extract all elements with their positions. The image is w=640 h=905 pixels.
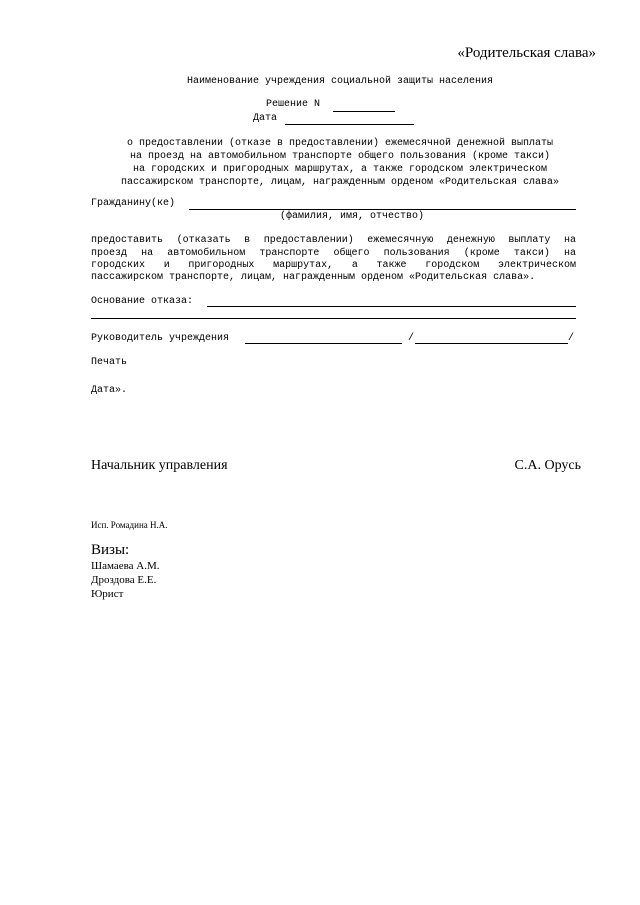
subject-line: на городских и пригородных маршрутах, а также городском электрическом [132,164,548,175]
head-name: С.А. Орусь [514,458,581,473]
body-line: предоставить (отказать в предоставлении) ежемесячную денежную выплату на [91,235,576,246]
citizen-hint: (фамилия, имя, отчество) [280,211,425,222]
refusal-label: Основание отказа: [91,296,194,307]
visas-label: Визы: [91,542,130,558]
decision-number-field[interactable] [333,111,395,112]
head-name-field[interactable] [415,343,568,344]
head-label: Руководитель учреждения [91,333,230,344]
citizen-name-field[interactable] [189,209,576,210]
document-title: «Родительская слава» [457,45,596,61]
slash-right: / [568,333,575,344]
refusal-reason-field-2[interactable] [91,318,576,319]
decision-date-field[interactable] [285,124,414,125]
body-line: пассажирском транспорте, лицам, награжденным орденом «Родительская слава». [91,272,536,283]
head-position: Начальник управления [91,458,228,473]
visa-item: Шамаева А.М. [91,560,160,572]
visa-item: Дроздова Е.Е. [91,574,157,586]
citizen-label: Гражданину(ке) [91,198,176,209]
executor: Исп. Ромадина Н.А. [91,520,168,530]
visa-item: Юрист [91,588,124,600]
refusal-reason-field[interactable] [207,306,576,307]
head-signature-field[interactable] [245,343,402,344]
subject-line: на проезд на автомобильном транспорте общего пользования (кроме такси) [129,151,551,162]
stamp-label: Печать [91,357,128,368]
body-line: проезд на автомобильном транспорте общего пользования (кроме такси) на [91,248,576,259]
decision-date-label: Дата [253,113,278,124]
subject-line: о предоставлении (отказе в предоставлении) ежемесячной денежной выплаты [126,138,554,149]
subject-line: пассажирском транспорте, лицам, награжденным орденом «Родительская слава» [120,177,560,188]
decision-number-label: Решение N [266,99,321,110]
institution-name: Наименование учреждения социальной защиты населения [186,76,494,87]
sign-date-label: Дата». [91,385,128,396]
slash-left: / [408,333,415,344]
body-line: городских и пригородных маршрутах, а также городском электрическом [91,260,576,271]
